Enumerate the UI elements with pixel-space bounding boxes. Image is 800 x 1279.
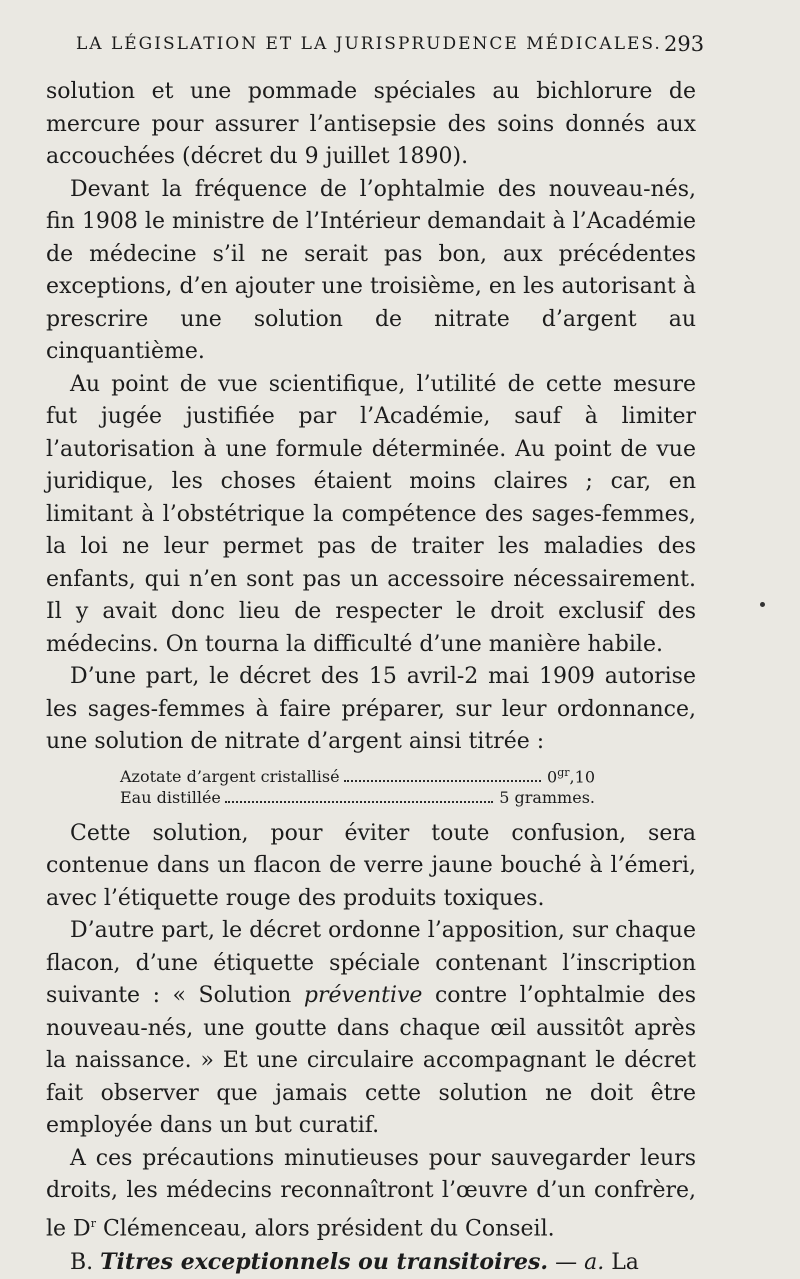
formula-quantity: $0^{gr},10$	[547, 765, 595, 786]
section-heading: Titres exceptionnels ou transitoires.	[100, 1248, 549, 1275]
page-number: 293	[664, 32, 705, 56]
formula-row	[120, 787, 595, 808]
silver-nitrate-formula	[120, 762, 595, 808]
ink-speck	[760, 602, 765, 607]
dot-leader	[225, 801, 493, 803]
paragraph-7: A ces précautions minutieuses pour sauvegarder leurs droits, les médecins reconnaîtront l’œuvre d’un confrère, le $D^r$ Clémenceau, alors président du Conseil.	[46, 1145, 696, 1242]
formula-row	[120, 762, 595, 787]
formula-ingredient: Azotate d’argent cristallisé	[120, 766, 340, 786]
section-heading-line: B. Titres exceptionnels ou transitoires. — a. La	[70, 1248, 639, 1275]
running-head-title: LA LÉGISLATION ET LA JURISPRUDENCE MÉDICALES.	[76, 34, 662, 54]
italic-term: préventive	[303, 983, 423, 1009]
section-label: B.	[70, 1249, 94, 1275]
paragraph-3: Au point de vue scientifique, l’utilité de cette mesure fut jugée justifiée par l’Académie, sauf à limiter l’autorisation à une formule déterminée. Au point de vue juridique, les choses étaient moins claires ; car, en limitant à l’obstétrique la compétence des sages-femmes, la loi ne leur permet pas de traiter les maladies des enfants, qui n’en sont pas un accessoire nécessairement. Il y avait donc lieu de respecter le droit exclusif des médecins. On tourna la difficulté d’une manière habile.	[46, 371, 696, 657]
paragraph-4: D’une part, le décret des 15 avril-2 mai 1909 autorise les sages-femmes à faire préparer, sur leur ordonnance, une solution de nitrate d’argent ainsi titrée :	[46, 664, 696, 754]
paragraph-6: D’autre part, le décret ordonne l’apposition, sur chaque flacon, d’une étiquette spéciale contenant l’inscription suivante : « Solution préventive contre l’ophtalmie des nouveau-nés, une goutte dans chaque œil aussitôt après la naissance. » Et une circulaire accompagnant le décret fait observer que jamais cette solution ne doit être employée dans un but curatif.	[46, 918, 696, 1139]
formula-ingredient: Eau distillée	[120, 787, 221, 807]
subsection-label: a.	[584, 1249, 605, 1275]
paragraph-1: solution et une pommade spéciales au bichlorure de mercure pour assurer l’antisepsie des soins donnés aux accouchées (décret du 9 juillet 1890).	[46, 79, 696, 169]
paragraph-2: Devant la fréquence de l’ophtalmie des nouveau-nés, fin 1908 le ministre de l’Intérieur demandait à l’Académie de médecine s’il ne serait pas bon, aux précédentes exceptions, d’en ajouter une troisième, en les autorisant à prescrire une solution de nitrate d’argent au cinquantième.	[46, 176, 696, 364]
paragraph-5: Cette solution, pour éviter toute confusion, sera contenue dans un flacon de verre jaune bouché à l’émeri, avec l’étiquette rouge des produits toxiques.	[46, 820, 696, 911]
body-text	[46, 76, 696, 1279]
formula-quantity: 5 grammes.	[499, 787, 595, 807]
running-head	[46, 32, 705, 62]
dot-leader	[344, 780, 541, 782]
